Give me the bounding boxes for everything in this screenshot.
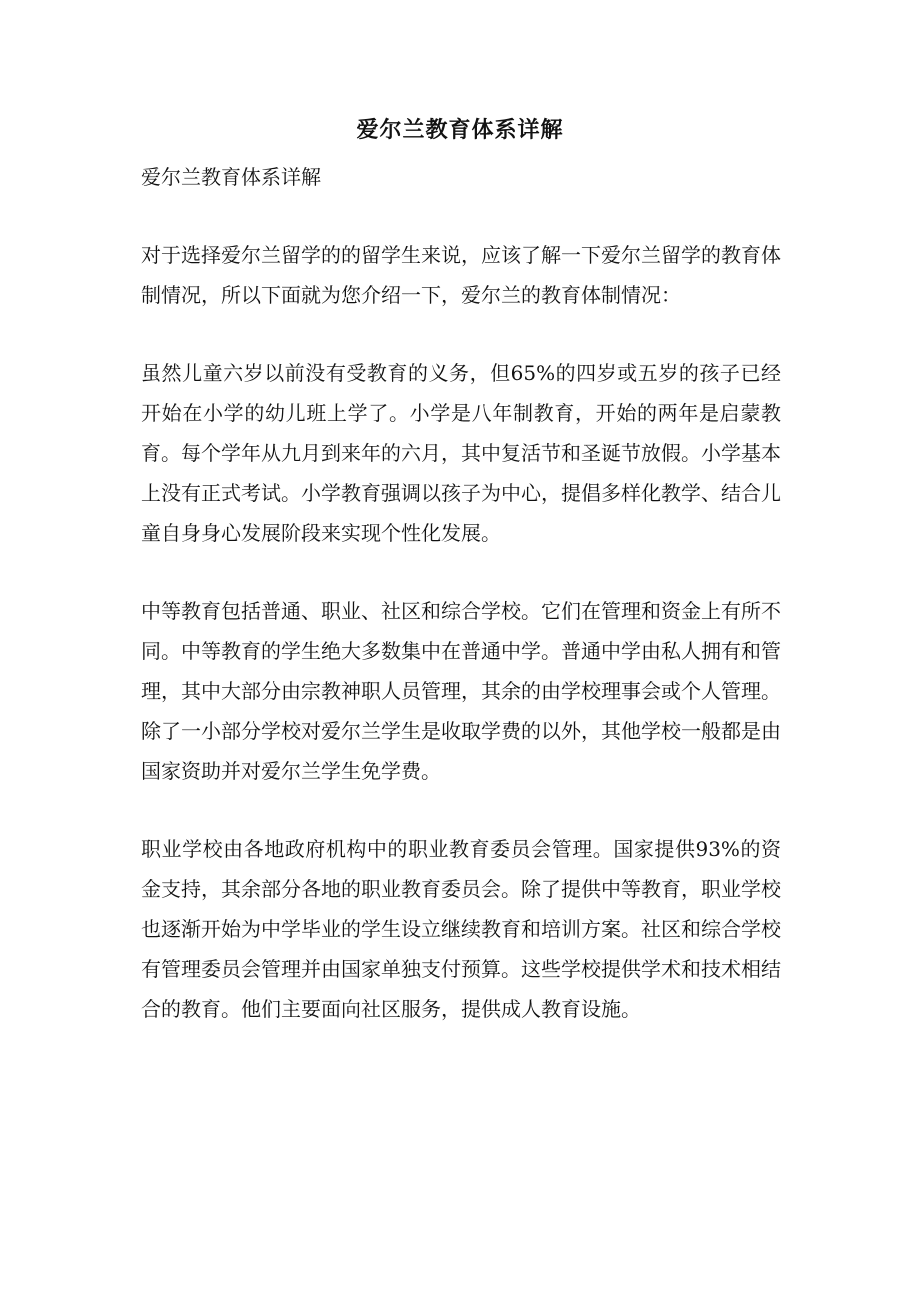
paragraph-primary-education: 虽然儿童六岁以前没有受教育的义务，但65%的四岁或五岁的孩子已经开始在小学的幼儿班上学了。小学是八年制教育，开始的两年是启蒙教育。每个学年从九月到来年的六月，其中复活节和圣诞节放假。小学基本上没有正式考试。小学教育强调以孩子为中心，提倡多样化教学、结合儿童自身身心发展阶段来实现个性化发展。 xyxy=(141,361,781,545)
paragraph-secondary-education: 中等教育包括普通、职业、社区和综合学校。它们在管理和资金上有所不同。中等教育的学生绝大多数集中在普通中学。普通中学由私人拥有和管理，其中大部分由宗教神职人员管理，其余的由学校理事会或个人管理。除了一小部分学校对爱尔兰学生是收取学费的以外，其他学校一般都是由国家资助并对爱尔兰学生免学费。 xyxy=(141,599,781,783)
paragraph-vocational-schools: 职业学校由各地政府机构中的职业教育委员会管理。国家提供93%的资金支持，其余部分各地的职业教育委员会。除了提供中等教育，职业学校也逐渐开始为中学毕业的学生设立继续教育和培训方案。社区和综合学校有管理委员会管理并由国家单独支付预算。这些学校提供学术和技术相结合的教育。他们主要面向社区服务，提供成人教育设施。 xyxy=(141,837,781,1021)
document-subtitle: 爱尔兰教育体系详解 xyxy=(141,165,321,189)
paragraph-intro: 对于选择爱尔兰留学的的留学生来说，应该了解一下爱尔兰留学的教育体制情况，所以下面就为您介绍一下，爱尔兰的教育体制情况： xyxy=(141,243,781,307)
document-title: 爱尔兰教育体系详解 xyxy=(356,117,564,143)
document-body xyxy=(141,157,781,1067)
